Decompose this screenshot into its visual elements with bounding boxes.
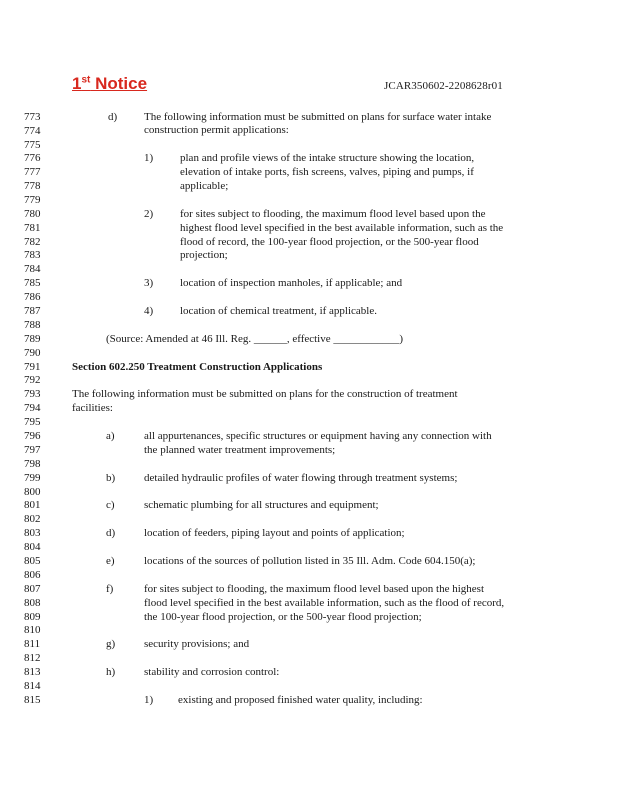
line-number: 781 (24, 222, 41, 234)
item-label-e: e) (106, 555, 115, 567)
d2-text-line: projection; (180, 249, 228, 261)
intro-line: facilities: (72, 402, 113, 414)
line-number: 801 (24, 499, 41, 511)
d3-text: location of inspection manholes, if applicable; and (180, 277, 403, 289)
line-number: 797 (24, 444, 41, 456)
item-label-g: g) (106, 638, 116, 650)
line-number: 800 (24, 486, 41, 498)
item-a-line: the planned water treatment improvements; (144, 444, 336, 456)
source-note: (Source: Amended at 46 Ill. Reg. ______, effective ____________) (106, 333, 404, 345)
d2-text-line: flood of record, the 100-year flood projection, or the 500-year flood (180, 236, 479, 248)
item-label-d2: d) (106, 527, 116, 539)
line-number: 779 (24, 194, 41, 206)
line-number: 790 (24, 347, 41, 359)
item-label-h: h) (106, 666, 116, 678)
line-number: 810 (24, 624, 41, 636)
sub-label-3: 3) (144, 277, 154, 289)
line-number: 814 (24, 680, 41, 692)
d1-text-line: elevation of intake ports, fish screens, valves, piping and pumps, if (180, 166, 474, 178)
line-number: 802 (24, 513, 41, 525)
item-h-line: stability and corrosion control: (144, 666, 280, 678)
line-number: 811 (24, 638, 41, 650)
item-label-d: d) (108, 111, 118, 123)
d4-text: location of chemical treatment, if applicable. (180, 305, 377, 317)
item-f-line: the 100-year flood projection, or the 500-year flood projection; (144, 611, 422, 623)
item-label-a: a) (106, 430, 115, 442)
h1-text: existing and proposed finished water quality, including: (178, 694, 423, 706)
line-number: 778 (24, 180, 41, 192)
line-number: 784 (24, 263, 41, 275)
line-number: 815 (24, 694, 41, 706)
line-number: 773 (24, 111, 41, 123)
item-d-line: location of feeders, piping layout and points of application; (144, 527, 405, 539)
d-text-line: The following information must be submitted on plans for surface water intake (144, 111, 492, 123)
line-number: 774 (24, 125, 41, 137)
line-number: 792 (24, 374, 41, 386)
line-number: 789 (24, 333, 41, 345)
line-number: 808 (24, 597, 41, 609)
line-number: 803 (24, 527, 41, 539)
line-number: 812 (24, 652, 41, 664)
line-number: 809 (24, 611, 41, 623)
line-number: 799 (24, 472, 41, 484)
notice-title: 1st Notice (72, 74, 148, 93)
document-code: JCAR350602-2208628r01 (384, 80, 503, 92)
line-number: 804 (24, 541, 41, 553)
item-f-line: flood level specified in the best available information, such as the flood of record, (144, 597, 505, 609)
sub-label-4: 4) (144, 305, 154, 317)
item-g-line: security provisions; and (144, 638, 250, 650)
sub-label-2: 2) (144, 208, 154, 220)
line-number: 785 (24, 277, 41, 289)
line-number: 793 (24, 388, 41, 400)
line-number: 795 (24, 416, 41, 428)
line-number: 782 (24, 236, 41, 248)
line-number: 805 (24, 555, 41, 567)
d1-text-line: plan and profile views of the intake structure showing the location, (180, 152, 475, 164)
line-number: 791 (24, 361, 41, 373)
item-c-line: schematic plumbing for all structures and equipment; (144, 499, 379, 511)
item-label-f: f) (106, 583, 114, 595)
item-a-line: all appurtenances, specific structures or equipment having any connection with (144, 430, 492, 442)
item-label-c: c) (106, 499, 115, 511)
line-number: 783 (24, 249, 41, 261)
line-number: 775 (24, 139, 41, 151)
line-number: 780 (24, 208, 41, 220)
line-number: 806 (24, 569, 41, 581)
line-number: 807 (24, 583, 41, 595)
sub-label-1: 1) (144, 152, 154, 164)
line-number: 813 (24, 666, 41, 678)
d-text-line: construction permit applications: (144, 124, 289, 136)
item-label-b: b) (106, 472, 116, 484)
line-number: 794 (24, 402, 41, 414)
line-number: 777 (24, 166, 41, 178)
item-b-line: detailed hydraulic profiles of water flowing through treatment systems; (144, 472, 458, 484)
d2-text-line: highest flood level specified in the best available information, such as the (180, 222, 504, 234)
sub-label-h1: 1) (144, 694, 154, 706)
intro-line: The following information must be submitted on plans for the construction of treatment (72, 388, 458, 400)
line-number: 786 (24, 291, 41, 303)
line-number: 787 (24, 305, 41, 317)
item-e-line: locations of the sources of pollution listed in 35 Ill. Adm. Code 604.150(a); (144, 555, 476, 567)
line-number: 776 (24, 152, 41, 164)
line-number: 796 (24, 430, 41, 442)
section-heading: Section 602.250 Treatment Construction Applications (72, 361, 323, 373)
line-number: 788 (24, 319, 41, 331)
line-number: 798 (24, 458, 41, 470)
d2-text-line: for sites subject to flooding, the maximum flood level based upon the (180, 208, 486, 220)
d1-text-line: applicable; (180, 180, 229, 192)
item-f-line: for sites subject to flooding, the maximum flood level based upon the highest (144, 583, 485, 595)
